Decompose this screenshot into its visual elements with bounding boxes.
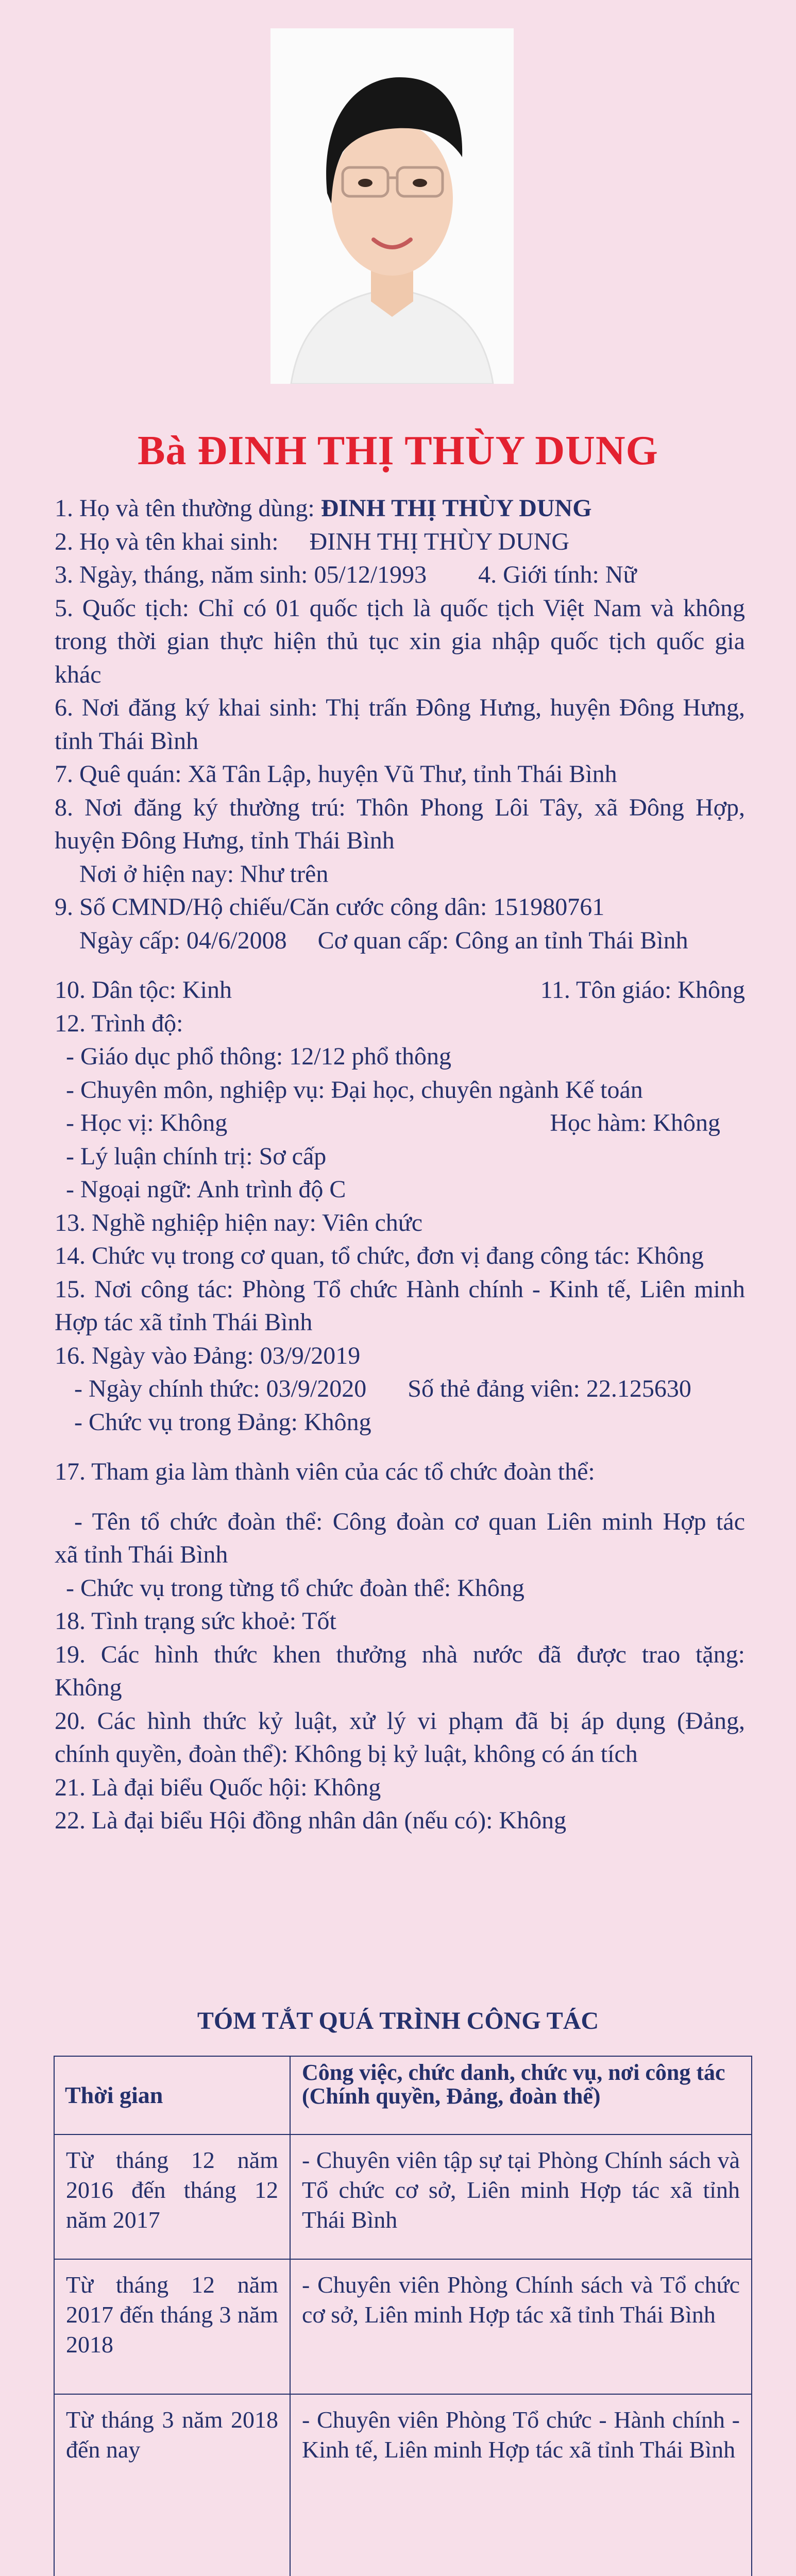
info-line: 21. Là đại biểu Quốc hội: Không xyxy=(55,1773,381,1801)
info-line: - Chức vụ trong từng tổ chức đoàn thể: Không xyxy=(66,1574,524,1602)
info-line: 18. Tình trạng sức khoẻ: Tốt xyxy=(55,1607,336,1635)
info-line: 19. Các hình thức khen thưởng nhà nước đã được trao tặng: xyxy=(55,1640,745,1668)
info-line: - Chức vụ trong Đảng: Không xyxy=(74,1408,371,1436)
info-line: - Giáo dục phổ thông: 12/12 phổ thông xyxy=(66,1043,451,1070)
info-line: 2. Họ và tên khai sinh: ĐINH THỊ THÙY DUNG xyxy=(55,528,570,555)
column-header-time: Thời gian xyxy=(54,2056,290,2134)
table-cell-description: - Chuyên viên Phòng Tổ chức - Hành chính - Kinh tế, Liên minh Hợp tác xã tỉnh Thái Bình xyxy=(290,2394,752,2576)
info-line: - Tên tổ chức đoàn thể: Công đoàn cơ quan Liên minh Hợp tác xyxy=(74,1507,745,1535)
info-line: 7. Quê quán: Xã Tân Lập, huyện Vũ Thư, tỉnh Thái Bình xyxy=(55,760,617,788)
page-title: Bà ĐINH THỊ THÙY DUNG xyxy=(138,428,658,473)
info-line: 14. Chức vụ trong cơ quan, tổ chức, đơn vị đang công tác: Không xyxy=(55,1242,704,1269)
table-row xyxy=(54,2394,752,2576)
info-line: Nơi ở hiện nay: Như trên xyxy=(79,860,329,888)
table-row xyxy=(54,2134,752,2259)
info-line: - Chuyên môn, nghiệp vụ: Đại học, chuyên ngành Kế toán xyxy=(66,1076,643,1104)
info-line: Hợp tác xã tỉnh Thái Bình xyxy=(55,1309,313,1336)
info-line: Ngày cấp: 04/6/2008 Cơ quan cấp: Công an tỉnh Thái Bình xyxy=(79,926,688,954)
work-history-table xyxy=(54,2056,752,2576)
info-line: 20. Các hình thức kỷ luật, xử lý vi phạm đã bị áp dụng (Đảng, xyxy=(55,1707,745,1735)
info-line: 15. Nơi công tác: Phòng Tổ chức Hành chính - Kinh tế, Liên minh xyxy=(55,1275,745,1303)
info-line: 17. Tham gia làm thành viên của các tổ chức đoàn thể: xyxy=(55,1458,595,1485)
personal-info xyxy=(55,492,745,1838)
info-line: 10. Dân tộc: Kinh 11. Tôn giáo: Không xyxy=(55,976,745,1004)
info-line: trong thời gian thực hiện thủ tục xin gia nhập quốc tịch quốc gia xyxy=(55,628,745,655)
info-line: 9. Số CMND/Hộ chiếu/Căn cước công dân: 151980761 xyxy=(55,893,605,921)
portrait-photo xyxy=(270,28,514,384)
info-line: Không xyxy=(55,1674,122,1701)
info-line: khác xyxy=(55,660,101,688)
table-cell-description: - Chuyên viên tập sự tại Phòng Chính sách và Tổ chức cơ sở, Liên minh Hợp tác xã tỉnh Thái Bình xyxy=(290,2134,752,2259)
info-line: 3. Ngày, tháng, năm sinh: 05/12/1993 4. Giới tính: Nữ xyxy=(55,561,637,588)
info-line: - Học vị: Không Học hàm: Không xyxy=(66,1109,720,1137)
info-line: 12. Trình độ: xyxy=(55,1009,183,1037)
info-line: 1. Họ và tên thường dùng: ĐINH THỊ THÙY DUNG xyxy=(55,495,592,522)
info-line: 22. Là đại biểu Hội đồng nhân dân (nếu có): Không xyxy=(55,1807,567,1834)
info-line: - Ngày chính thức: 03/9/2020 Số thẻ đảng viên: 22.125630 xyxy=(74,1375,691,1402)
column-header-description: Công việc, chức danh, chức vụ, nơi công tác (Chính quyền, Đảng, đoàn thể) xyxy=(290,2056,752,2134)
info-line: tỉnh Thái Bình xyxy=(55,727,199,755)
table-cell-time: Từ tháng 12 năm 2016 đến tháng 12 năm 2017 xyxy=(54,2134,290,2259)
info-line: - Lý luận chính trị: Sơ cấp xyxy=(66,1142,327,1170)
info-line: huyện Đông Hưng, tỉnh Thái Bình xyxy=(55,827,395,854)
info-line: 5. Quốc tịch: Chỉ có 01 quốc tịch là quốc tịch Việt Nam và không xyxy=(55,594,745,622)
info-line: 6. Nơi đăng ký khai sinh: Thị trấn Đông Hưng, huyện Đông Hưng, xyxy=(55,694,745,721)
info-line: - Ngoại ngữ: Anh trình độ C xyxy=(66,1176,346,1203)
info-line: xã tỉnh Thái Bình xyxy=(55,1541,228,1568)
table-row xyxy=(54,2259,752,2394)
info-line: 8. Nơi đăng ký thường trú: Thôn Phong Lôi Tây, xã Đông Hợp, xyxy=(55,793,745,821)
info-line: 13. Nghề nghiệp hiện nay: Viên chức xyxy=(55,1209,423,1236)
info-line: 16. Ngày vào Đảng: 03/9/2019 xyxy=(55,1342,361,1369)
table-cell-time: Từ tháng 12 năm 2017 đến tháng 3 năm 2018 xyxy=(54,2259,290,2394)
work-history-title: TÓM TẮT QUÁ TRÌNH CÔNG TÁC xyxy=(197,2007,599,2035)
table-header-row xyxy=(54,2056,752,2134)
table-cell-description: - Chuyên viên Phòng Chính sách và Tổ chức cơ sở, Liên minh Hợp tác xã tỉnh Thái Bình xyxy=(290,2259,752,2394)
table-cell-time: Từ tháng 3 năm 2018 đến nay xyxy=(54,2394,290,2576)
info-line: chính quyền, đoàn thể): Không bị kỷ luật, không có án tích xyxy=(55,1740,638,1768)
